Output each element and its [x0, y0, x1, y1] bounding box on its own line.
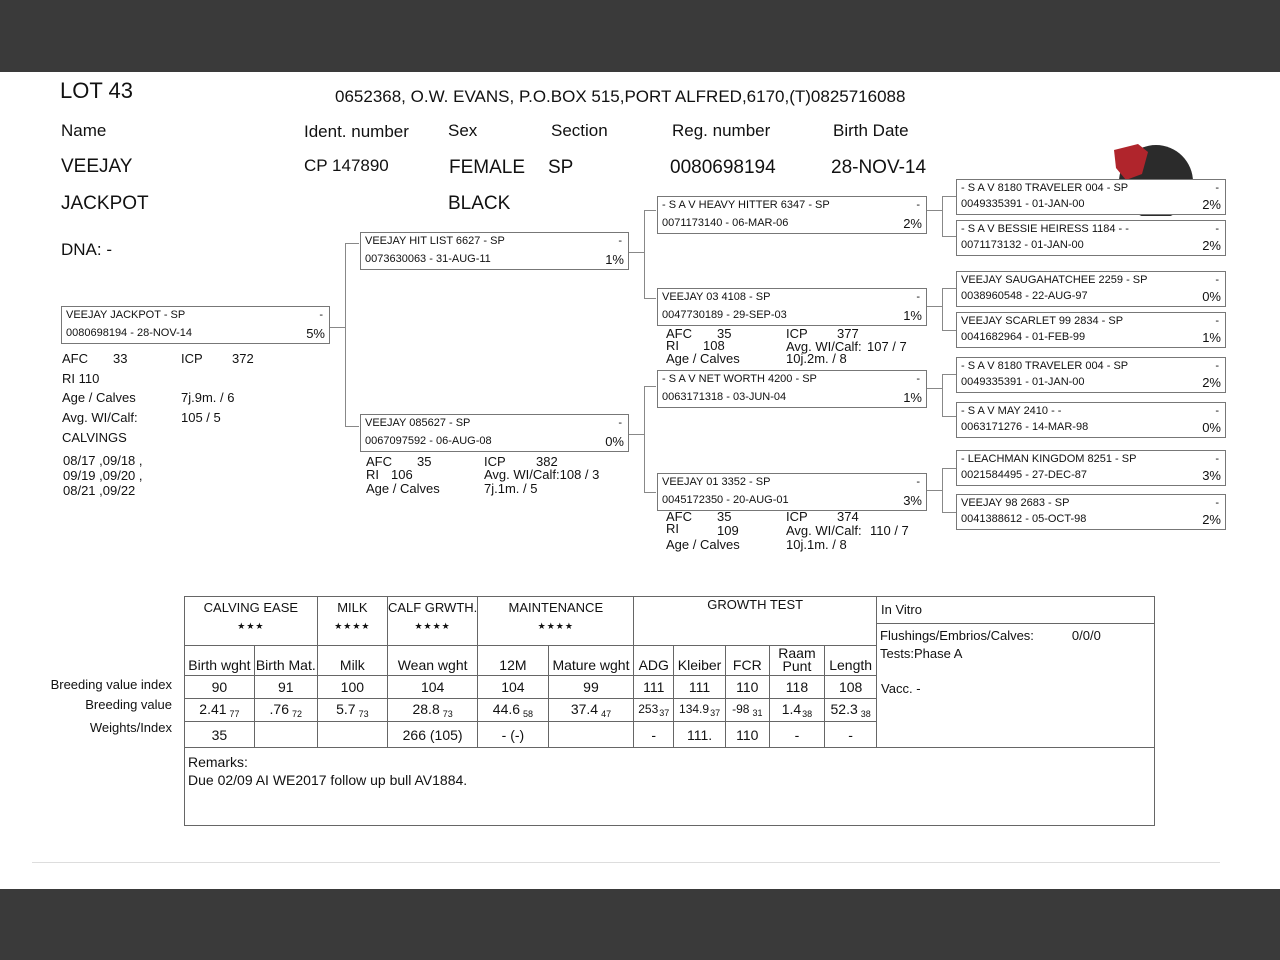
star-rating: ★★★★ — [334, 621, 371, 631]
calvings-label: CALVINGS — [62, 430, 127, 445]
weight-value — [317, 722, 387, 748]
star-rating: ★★★★ — [414, 621, 451, 631]
gp-ri-label: RI — [666, 338, 679, 353]
bv-accuracy: 77 — [229, 709, 240, 719]
animal-name-1: VEEJAY — [61, 156, 133, 177]
pedigree-pct: 0% — [1202, 420, 1221, 435]
pedigree-dash: - — [618, 417, 622, 429]
animal-reg: 0080698194 — [670, 157, 776, 178]
connector — [942, 512, 956, 513]
subject-age: 7j.9m. / 6 — [181, 390, 235, 405]
animal-ident: CP 147890 — [304, 156, 389, 175]
pedigree-reg: 0041682964 - 01-FEB-99 — [961, 331, 1086, 343]
dam-ri-label: RI — [366, 467, 379, 482]
pedigree-name: VEEJAY JACKPOT - SP — [66, 309, 186, 321]
header-birth: Birth Date — [833, 121, 909, 140]
pedigree-dash: - — [1215, 453, 1219, 465]
flush-label: Flushings/Embrios/Calves: — [880, 628, 1034, 643]
bv-value: 28.8 — [412, 701, 440, 717]
animal-name-2: JACKPOT — [61, 193, 149, 214]
row-label-weights: Weights/Index — [89, 720, 172, 735]
pedigree-grandparent — [657, 196, 927, 234]
connector — [926, 388, 942, 389]
bv-cell — [725, 699, 769, 722]
dam-afc-label: AFC — [366, 454, 392, 469]
pedigree-dash: - — [319, 309, 323, 321]
dam-icp: 382 — [536, 454, 558, 469]
pedigree-pct: 1% — [1202, 330, 1221, 345]
gp-ri: 109 — [717, 523, 739, 538]
connector — [942, 196, 956, 197]
weight-value: 266 (105) — [387, 722, 477, 748]
subject-icp: 372 — [232, 351, 254, 366]
bv-accuracy: 73 — [442, 709, 453, 719]
bv-value: 37.4 — [570, 701, 599, 717]
index-value: 104 — [387, 676, 477, 699]
bv-cell — [478, 699, 548, 722]
gp-ri: 108 — [703, 338, 725, 353]
weight-value: - — [634, 722, 674, 748]
bv-cell — [634, 699, 674, 722]
top-dark-bar — [0, 0, 1280, 72]
group-label: CALF GRWTH. — [387, 600, 478, 615]
subject-age-label: Age / Calves — [62, 390, 136, 405]
pedigree-name: VEEJAY 01 3352 - SP — [662, 476, 771, 488]
col-header: Wean wght — [387, 646, 477, 676]
col-header: FCR — [725, 646, 769, 676]
col-header: Length — [825, 646, 877, 676]
connector — [628, 434, 644, 435]
pedigree-great-grandparent — [956, 494, 1226, 530]
bv-cell — [317, 699, 387, 722]
animal-birth: 28-NOV-14 — [831, 157, 927, 178]
footer-divider — [32, 862, 1220, 863]
breeding-value-table — [184, 596, 1155, 826]
connector — [926, 490, 942, 491]
index-value: 99 — [548, 676, 634, 699]
connector — [329, 327, 345, 328]
gp-wi: 110 / 7 — [870, 523, 909, 538]
weight-value — [548, 722, 634, 748]
pedigree-pct: 0% — [605, 434, 624, 449]
bv-cell — [674, 699, 726, 722]
pedigree-great-grandparent — [956, 450, 1226, 486]
group-calving-ease — [185, 597, 318, 646]
gp-afc-label: AFC — [666, 326, 692, 341]
group-maintenance — [478, 597, 634, 646]
bv-value: 5.7 — [336, 701, 356, 717]
in-vitro-label: In Vitro — [877, 597, 1154, 624]
pedigree-name: VEEJAY 98 2683 - SP — [961, 497, 1070, 509]
index-value: 111 — [674, 676, 726, 699]
bv-cell — [548, 699, 634, 722]
bv-accuracy: 37 — [659, 708, 670, 718]
connector — [644, 386, 656, 387]
bv-value: 134.9 — [679, 702, 710, 716]
header-sex: Sex — [448, 121, 478, 140]
bv-accuracy: 58 — [523, 709, 534, 719]
pedigree-dash: - — [1215, 274, 1219, 286]
pedigree-pct: 2% — [1202, 238, 1221, 253]
header-section: Section — [551, 121, 608, 140]
pedigree-name: - S A V 8180 TRAVELER 004 - SP — [961, 360, 1129, 372]
pedigree-reg: 0080698194 - 28-NOV-14 — [66, 327, 192, 339]
pedigree-great-grandparent — [956, 220, 1226, 256]
dam-age: 7j.1m. / 5 — [484, 481, 538, 496]
pedigree-reg: 0041388612 - 05-OCT-98 — [961, 513, 1087, 525]
connector — [345, 426, 359, 427]
gp-age-label: Age / Calves — [666, 537, 740, 552]
col-header: Birth wght — [185, 646, 255, 676]
weight-value: - — [825, 722, 877, 748]
connector — [942, 374, 943, 416]
connector — [345, 243, 359, 244]
subject-afc-label: AFC — [62, 351, 88, 366]
pedigree-sire — [360, 232, 629, 270]
weight-value: - (-) — [478, 722, 548, 748]
pedigree-dash: - — [916, 291, 920, 303]
gp-wi-label: Avg. WI/Calf: — [786, 523, 862, 538]
col-header: Raam Punt — [769, 646, 825, 676]
bv-accuracy: 73 — [358, 709, 369, 719]
pedigree-pct: 0% — [1202, 289, 1221, 304]
pedigree-dash: - — [1215, 497, 1219, 509]
animal-color: BLACK — [448, 193, 511, 214]
pedigree-great-grandparent — [956, 271, 1226, 307]
gp-icp-label: ICP — [786, 326, 808, 341]
pedigree-dash: - — [1215, 405, 1219, 417]
pedigree-pct: 2% — [903, 216, 922, 231]
pedigree-pct: 2% — [1202, 375, 1221, 390]
row-label-index: Breeding value index — [50, 677, 172, 692]
gp-afc: 35 — [717, 509, 732, 524]
gp-afc: 35 — [717, 326, 732, 341]
weight-value: - — [769, 722, 825, 748]
gp-icp: 374 — [837, 509, 859, 524]
bottom-dark-bar — [0, 889, 1280, 960]
dam-icp-label: ICP — [484, 454, 506, 469]
group-calf-growth — [387, 597, 477, 646]
pedigree-pct: 1% — [605, 252, 624, 267]
connector — [644, 298, 656, 299]
pedigree-pct: 2% — [1202, 197, 1221, 212]
pedigree-name: - S A V HEAVY HITTER 6347 - SP — [662, 199, 830, 211]
pedigree-dash: - — [1215, 223, 1219, 235]
connector — [942, 236, 956, 237]
owner-info: 0652368, O.W. EVANS, P.O.BOX 515,PORT ALFRED,6170,(T)0825716088 — [335, 87, 906, 106]
bv-accuracy: 72 — [292, 709, 303, 719]
group-label: MAINTENANCE — [508, 600, 604, 615]
pedigree-great-grandparent — [956, 402, 1226, 438]
pedigree-reg: 0049335391 - 01-JAN-00 — [961, 198, 1085, 210]
pedigree-dash: - — [1215, 360, 1219, 372]
header-reg: Reg. number — [672, 121, 771, 140]
index-value: 104 — [478, 676, 548, 699]
vacc-info: Vacc. - — [881, 681, 921, 696]
bv-value: 1.4 — [781, 701, 802, 717]
pedigree-name: VEEJAY SCARLET 99 2834 - SP — [961, 315, 1124, 327]
pedigree-name: VEEJAY HIT LIST 6627 - SP — [365, 235, 505, 247]
pedigree-reg: 0067097592 - 06-AUG-08 — [365, 435, 492, 447]
pedigree-pct: 2% — [1202, 512, 1221, 527]
group-growth-test — [634, 597, 877, 646]
row-label-bv: Breeding value — [85, 697, 172, 712]
connector — [942, 468, 956, 469]
pedigree-reg: 0073630063 - 31-AUG-11 — [365, 253, 491, 265]
subject-wi: 105 / 5 — [181, 410, 221, 425]
pedigree-grandparent — [657, 288, 927, 326]
header-ident: Ident. number — [304, 122, 409, 141]
bv-cell — [387, 699, 477, 722]
flush-row — [877, 624, 1154, 643]
pedigree-dash: - — [916, 476, 920, 488]
pedigree-dash: - — [1215, 182, 1219, 194]
connector — [644, 210, 645, 298]
pedigree-great-grandparent — [956, 357, 1226, 393]
star-rating: ★★★ — [237, 621, 265, 631]
pedigree-reg: 0071173140 - 06-MAR-06 — [662, 217, 789, 229]
group-milk — [317, 597, 387, 646]
calvings-line: 09/19 ,09/20 , — [63, 468, 143, 483]
pedigree-great-grandparent — [956, 179, 1226, 215]
connector — [926, 210, 942, 211]
connector — [942, 330, 956, 331]
pedigree-reg: 0071173132 - 01-JAN-00 — [961, 239, 1084, 251]
index-value: 91 — [254, 676, 317, 699]
subject-icp-label: ICP — [181, 351, 203, 366]
weight-value — [254, 722, 317, 748]
col-header: ADG — [634, 646, 674, 676]
pedigree-dam — [360, 414, 629, 452]
dam-wi: Avg. WI/Calf:108 / 3 — [484, 467, 600, 482]
subject-ri: RI 110 — [62, 371, 100, 386]
gp-wi-label: Avg. WI/Calf: — [786, 339, 862, 354]
bv-cell — [254, 699, 317, 722]
bv-cell — [769, 699, 825, 722]
weight-value: 110 — [725, 722, 769, 748]
bv-accuracy: 38 — [802, 709, 813, 719]
pedigree-name: - S A V 8180 TRAVELER 004 - SP — [961, 182, 1129, 194]
dam-afc: 35 — [417, 454, 432, 469]
bv-value: 2.41 — [199, 701, 227, 717]
bv-value: .76 — [269, 701, 290, 717]
connector — [942, 468, 943, 512]
pedigree-reg: 0049335391 - 01-JAN-00 — [961, 376, 1085, 388]
calvings-line: 08/21 ,09/22 — [63, 483, 136, 498]
pedigree-great-grandparent — [956, 312, 1226, 348]
pedigree-grandparent — [657, 370, 927, 408]
connector — [942, 374, 956, 375]
index-value: 100 — [317, 676, 387, 699]
bv-value: 253 — [638, 702, 659, 716]
dam-ri: 106 — [391, 467, 413, 482]
index-value: 110 — [725, 676, 769, 699]
pedigree-grandparent — [657, 473, 927, 511]
bv-value: 44.6 — [492, 701, 521, 717]
pedigree-name: VEEJAY 03 4108 - SP — [662, 291, 771, 303]
gp-afc-label: AFC — [666, 509, 692, 524]
bv-accuracy: 47 — [601, 709, 612, 719]
connector — [926, 306, 942, 307]
pedigree-pct: 3% — [903, 493, 922, 508]
flush-value: 0/0/0 — [1071, 628, 1101, 643]
connector — [942, 288, 956, 289]
bv-accuracy: 37 — [710, 708, 721, 718]
pedigree-dash: - — [916, 373, 920, 385]
pedigree-name: - S A V MAY 2410 - - — [961, 405, 1062, 417]
pedigree-reg: 0063171276 - 14-MAR-98 — [961, 421, 1089, 433]
gp-age-label: Age / Calves — [666, 351, 740, 366]
bv-accuracy: 38 — [860, 709, 871, 719]
col-header: Milk — [317, 646, 387, 676]
bv-accuracy: 31 — [752, 708, 763, 718]
remarks-text: Due 02/09 AI WE2017 follow up bull AV1884. — [188, 772, 468, 788]
tests-info: Tests:Phase A — [880, 646, 963, 661]
col-header: 12M — [478, 646, 548, 676]
pedigree-pct: 1% — [903, 390, 922, 405]
subject-afc: 33 — [113, 351, 128, 366]
gp-icp: 377 — [837, 326, 859, 341]
bv-value: -98 — [732, 702, 750, 716]
bv-value: 52.3 — [830, 701, 858, 717]
animal-sex: FEMALE — [449, 157, 526, 178]
pedigree-reg: 0063171318 - 03-JUN-04 — [662, 391, 787, 403]
pedigree-subject — [61, 306, 330, 344]
weight-value: 35 — [185, 722, 255, 748]
group-label: CALVING EASE — [203, 600, 299, 615]
bv-cell — [825, 699, 877, 722]
pedigree-name: - LEACHMAN KINGDOM 8251 - SP — [961, 453, 1137, 465]
dna-status: DNA: - — [61, 240, 112, 259]
connector — [628, 252, 644, 253]
weight-value: 111. — [674, 722, 726, 748]
animal-section: SP — [548, 157, 574, 178]
star-rating: ★★★★ — [537, 621, 574, 631]
connector — [942, 288, 943, 330]
subject-wi-label: Avg. WI/Calf: — [62, 410, 138, 425]
pedigree-pct: 5% — [306, 326, 325, 341]
connector — [644, 210, 656, 211]
gp-age: 10j.1m. / 8 — [786, 537, 847, 552]
pedigree-reg: 0047730189 - 29-SEP-03 — [662, 309, 787, 321]
col-header: Birth Mat. — [254, 646, 317, 676]
remarks-label: Remarks: — [188, 754, 248, 770]
col-header: Mature wght — [548, 646, 634, 676]
gp-age: 10j.2m. / 8 — [786, 351, 847, 366]
pedigree-name: - S A V BESSIE HEIRESS 1184 - - — [961, 223, 1129, 235]
pedigree-dash: - — [916, 199, 920, 211]
index-value: 111 — [634, 676, 674, 699]
gp-icp-label: ICP — [786, 509, 808, 524]
connector — [644, 386, 645, 492]
col-header: Kleiber — [674, 646, 726, 676]
remarks-box — [185, 748, 1155, 826]
calvings-line: 08/17 ,09/18 , — [63, 453, 143, 468]
gp-wi: 107 / 7 — [867, 339, 907, 354]
in-vitro-panel — [877, 597, 1155, 748]
gp-ri-label: RI — [666, 521, 679, 536]
connector — [942, 416, 956, 417]
lot-number: LOT 43 — [60, 78, 133, 103]
bv-cell — [185, 699, 255, 722]
dam-age-label: Age / Calves — [366, 481, 440, 496]
pedigree-dash: - — [618, 235, 622, 247]
index-value: 108 — [825, 676, 877, 699]
pedigree-name: VEEJAY 085627 - SP — [365, 417, 471, 429]
pedigree-reg: 0021584495 - 27-DEC-87 — [961, 469, 1087, 481]
pedigree-dash: - — [1215, 315, 1219, 327]
pedigree-reg: 0045172350 - 20-AUG-01 — [662, 494, 789, 506]
index-value: 90 — [185, 676, 255, 699]
header-name: Name — [61, 121, 107, 140]
connector — [644, 492, 656, 493]
group-label: MILK — [337, 600, 368, 615]
connector — [345, 243, 346, 426]
pedigree-pct: 1% — [903, 308, 922, 323]
pedigree-name: - S A V NET WORTH 4200 - SP — [662, 373, 817, 385]
index-value: 118 — [769, 676, 825, 699]
group-label: GROWTH TEST — [707, 597, 804, 612]
pedigree-pct: 3% — [1202, 468, 1221, 483]
pedigree-name: VEEJAY SAUGAHATCHEE 2259 - SP — [961, 274, 1148, 286]
pedigree-reg: 0038960548 - 22-AUG-97 — [961, 290, 1088, 302]
connector — [942, 196, 943, 236]
